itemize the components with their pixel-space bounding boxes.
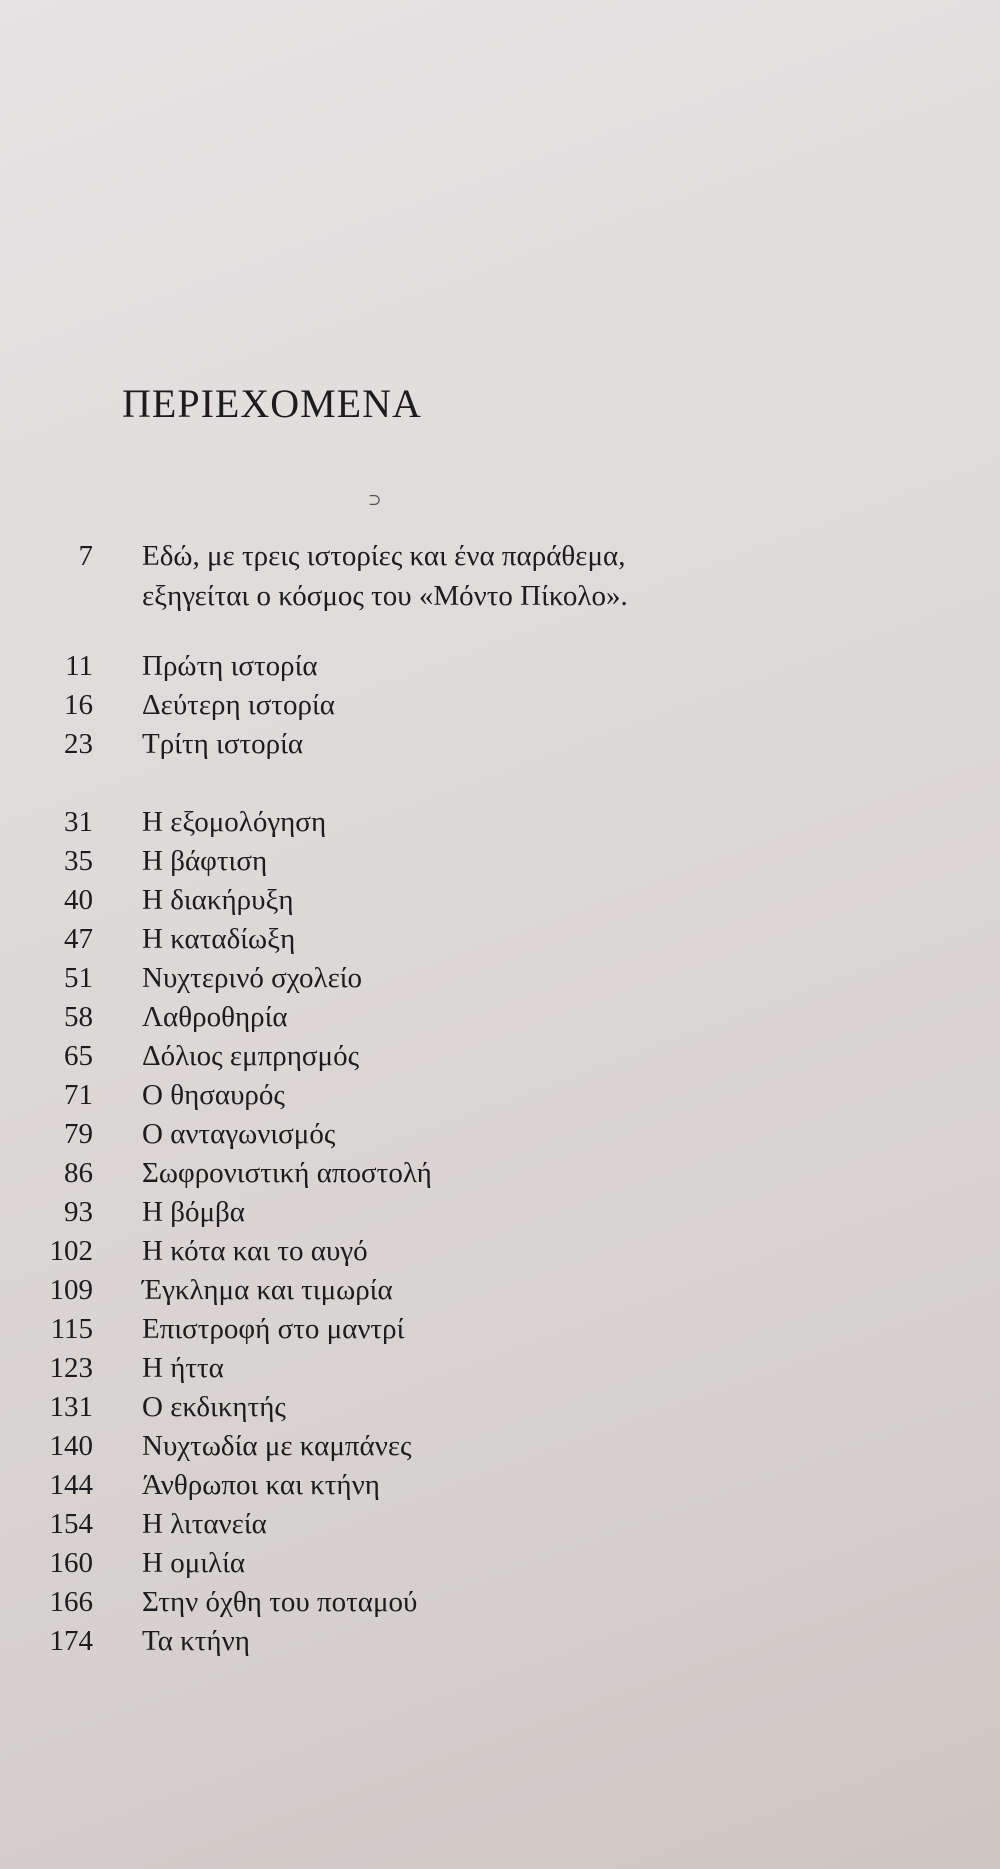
toc-entry-title: Δεύτερη ιστορία xyxy=(142,689,335,721)
toc-page-number: 23 xyxy=(64,728,93,760)
toc-entry-title: Η λιτανεία xyxy=(142,1508,267,1540)
toc-entry-title: Η εξομολόγηση xyxy=(142,806,327,838)
toc-entry-title: Τα κτήνη xyxy=(142,1625,250,1657)
toc-page-number: 102 xyxy=(49,1235,93,1267)
stray-ink-mark: ⊃ xyxy=(368,492,382,509)
toc-entry-title: Λαθροθηρία xyxy=(142,1001,288,1033)
toc-entry-title: Ο ανταγωνισμός xyxy=(142,1118,336,1150)
toc-entry-title xyxy=(142,536,628,616)
toc-page-number: 40 xyxy=(64,884,93,916)
toc-entry-title: Η διακήρυξη xyxy=(142,884,294,916)
toc-page-number: 166 xyxy=(49,1586,93,1618)
toc-page-number: 7 xyxy=(78,540,93,572)
toc-page-number: 86 xyxy=(64,1157,93,1189)
toc-page-number: 160 xyxy=(49,1547,93,1579)
toc-entry-title: Νυχτερινό σχολείο xyxy=(142,962,363,994)
toc-entry-title: Σωφρονιστική αποστολή xyxy=(142,1157,432,1189)
toc-entry-title: Η ομιλία xyxy=(142,1547,246,1579)
toc-entry-title: Στην όχθη του ποταμού xyxy=(142,1586,418,1618)
toc-page-number: 123 xyxy=(49,1352,93,1384)
toc-page-number: 35 xyxy=(64,845,93,877)
toc-page-number: 109 xyxy=(49,1274,93,1306)
toc-entry-title: Ο θησαυρός xyxy=(142,1079,285,1111)
toc-entry-title: Επιστροφή στο μαντρί xyxy=(142,1313,405,1345)
toc-page-number: 31 xyxy=(64,806,93,838)
toc-page-number: 16 xyxy=(64,689,93,721)
toc-page-number: 47 xyxy=(64,923,93,955)
toc-entry-title: Η ήττα xyxy=(142,1352,224,1384)
toc-page-number: 58 xyxy=(64,1001,93,1033)
toc-page-number: 71 xyxy=(64,1079,93,1111)
toc-entry-title: Νυχτωδία με καμπάνες xyxy=(142,1430,412,1462)
toc-page-number: 174 xyxy=(49,1625,93,1657)
toc-page-number: 140 xyxy=(49,1430,93,1462)
toc-entry-title: Τρίτη ιστορία xyxy=(142,728,304,760)
toc-entry-title: Η βάφτιση xyxy=(142,845,268,877)
toc-page-number: 65 xyxy=(64,1040,93,1072)
toc-page-number: 93 xyxy=(64,1196,93,1228)
page-title: ΠΕΡΙΕΧΟΜΕΝΑ xyxy=(122,381,422,426)
toc-page-number: 115 xyxy=(50,1313,93,1345)
toc-page-number: 144 xyxy=(49,1469,93,1501)
toc-entry-title: Δόλιος εμπρησμός xyxy=(142,1040,360,1072)
toc-entry-title: Η βόμβα xyxy=(142,1196,245,1228)
toc-page-number: 154 xyxy=(49,1508,93,1540)
toc-entry-title: Η καταδίωξη xyxy=(142,923,296,955)
toc-entry-title: Η κότα και το αυγό xyxy=(142,1235,368,1267)
toc-page-number: 131 xyxy=(49,1391,93,1423)
toc-entry-title: Έγκλημα και τιμωρία xyxy=(142,1274,393,1306)
toc-page-number: 79 xyxy=(64,1118,93,1150)
toc-entry-title: Άνθρωποι και κτήνη xyxy=(142,1469,380,1501)
toc-entry-title-line1: Εδώ, με τρεις ιστορίες και ένα παράθεμα, xyxy=(142,540,626,572)
toc-page-number: 11 xyxy=(65,650,93,682)
toc-entry-title: Ο εκδικητής xyxy=(142,1391,286,1423)
toc-page-number: 51 xyxy=(64,962,93,994)
toc-entry-title: Πρώτη ιστορία xyxy=(142,650,318,682)
toc-entry-title-line2: εξηγείται ο κόσμος του «Μόντο Πίκολο». xyxy=(142,580,628,612)
